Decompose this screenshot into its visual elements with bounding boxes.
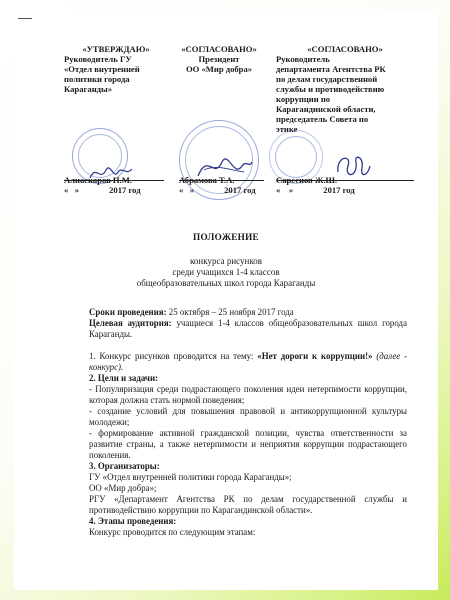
document-subtitle-line: конкурса рисунков xyxy=(190,256,262,266)
signature-date: « » 2017 год xyxy=(179,185,256,195)
organizer-item: РГУ «Департамент Агентства РК по делам государственной службы и противодействию коррупции по Карагандинской области». xyxy=(89,494,407,515)
document-title: ПОЛОЖЕНИЕ xyxy=(193,232,259,242)
approval-line: Караганды» xyxy=(64,84,112,94)
approval-heading: «СОГЛАСОВАНО» xyxy=(181,44,257,54)
terms-paragraph xyxy=(89,307,407,318)
approval-line: департамента Агентства РК xyxy=(276,64,386,74)
signatory-name: Абрамова Т.А. xyxy=(179,175,235,185)
item-3-heading: 3. Организаторы: xyxy=(89,461,160,471)
approval-line: председатель Совета по xyxy=(276,114,369,124)
stages-intro: Конкурс проводится по следующим этапам: xyxy=(89,527,256,537)
document-subtitle-line: среди учащихся 1-4 классов xyxy=(172,267,280,277)
approval-line: коррупции по xyxy=(276,94,331,104)
signatory-block-2 xyxy=(179,175,274,195)
signatory-block-1 xyxy=(64,175,174,195)
approval-heading: «СОГЛАСОВАНО» xyxy=(307,44,383,54)
goal-item: - Популяризация среди подрастающего поколения идеи нетерпимости коррупции, которая должна стать нормой поведения; xyxy=(89,384,407,405)
approval-line: по делам государственной xyxy=(276,74,378,84)
organizer-item: ОО «Мир добра»; xyxy=(89,483,157,493)
approval-line: Президент xyxy=(198,54,240,64)
approval-heading: «УТВЕРЖДАЮ» xyxy=(82,44,150,54)
top-dash-mark xyxy=(18,18,32,19)
item-1-paragraph xyxy=(89,351,407,373)
approval-line: этике xyxy=(276,124,298,134)
item-1-note: (далее - конкурс). xyxy=(89,351,408,372)
terms-value: 25 октября – 25 ноября 2017 года xyxy=(166,307,294,317)
item-1-theme: «Нет дороги к коррупции!» xyxy=(257,351,373,361)
approval-block-3 xyxy=(276,44,414,134)
item-4-heading: 4. Этапы проведения: xyxy=(89,516,177,526)
approval-line: службы и противодействию xyxy=(276,84,385,94)
approval-line: «Отдел внутренней xyxy=(64,64,140,74)
approval-line: Карагандинской области, xyxy=(276,104,376,114)
terms-label: Сроки проведения: xyxy=(89,307,167,317)
document-page xyxy=(14,10,438,590)
signatory-name: Сарсенов Ж.Ш. xyxy=(276,175,338,185)
approval-block-2 xyxy=(179,44,259,74)
audience-value: учащиеся 1-4 классов общеобразовательных школ города Караганды. xyxy=(89,318,408,339)
approval-block-1 xyxy=(64,44,168,94)
document-subtitle-line: общеобразовательных школ города Караганды xyxy=(136,278,316,288)
signatory-block-3 xyxy=(276,175,416,195)
document-body xyxy=(89,307,407,538)
approval-line: политики города xyxy=(64,74,130,84)
spacer xyxy=(89,340,407,351)
goal-item: - создание условий для повышения правовой и антикоррупционной культуры молодежи; xyxy=(89,406,407,427)
signature-date: « » 2017 год xyxy=(276,185,355,195)
item-1-text: 1. Конкурс рисунков проводится на тему: xyxy=(89,351,258,361)
signatory-name: Алиаскаров Н.М. xyxy=(64,175,132,185)
item-2-heading: 2. Цели и задачи: xyxy=(89,373,159,383)
approval-line: ОО «Мир добра» xyxy=(185,64,253,74)
signature-date: « » 2017 год xyxy=(64,185,141,195)
goal-item: - формирование активной гражданской позиции, чувства ответственности за развитие страны, а также нетерпимости и неприятия коррупции подрастающего поколения. xyxy=(89,428,407,460)
approval-line: Руководитель ГУ xyxy=(64,54,132,64)
audience-paragraph xyxy=(89,318,407,340)
approval-line: Руководитель xyxy=(276,54,330,64)
audience-label: Целевая аудитория: xyxy=(89,318,172,328)
organizer-item: ГУ «Отдел внутренней политики города Караганды»; xyxy=(89,472,292,482)
